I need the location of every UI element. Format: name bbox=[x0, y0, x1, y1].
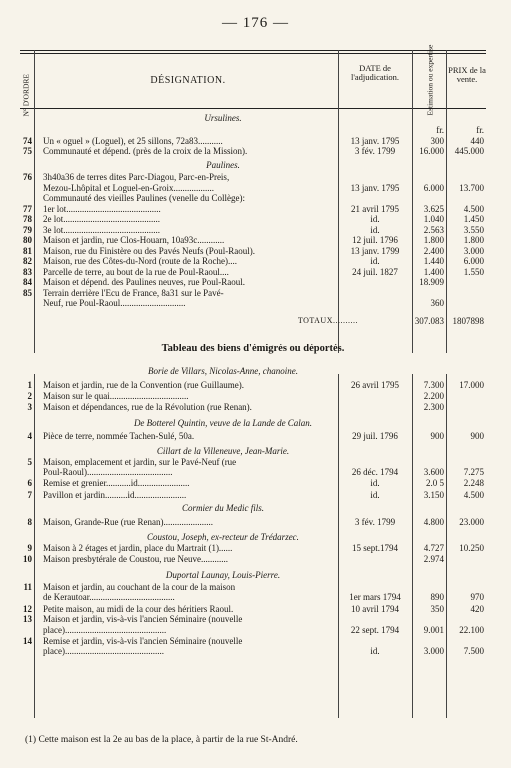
row-heading-text: Tableau des biens d'émigrés ou déportés. bbox=[161, 344, 345, 354]
section-heading bbox=[20, 113, 486, 123]
row-designation: Maison, emplacement et jardin, sur le Pavé-Neuf (rue bbox=[43, 457, 237, 467]
table-row bbox=[20, 214, 486, 224]
row-price: 3.000 bbox=[463, 246, 484, 256]
row-number: 3 bbox=[27, 402, 32, 412]
header-prix: PRIX de la vente. bbox=[448, 65, 486, 84]
table-row bbox=[20, 136, 486, 146]
totals-row bbox=[20, 316, 486, 326]
table-row bbox=[20, 646, 486, 656]
row-price: 17.000 bbox=[459, 380, 484, 390]
table-row bbox=[20, 517, 486, 527]
row-price: 1.450 bbox=[463, 214, 484, 224]
table-row bbox=[20, 402, 486, 412]
table-row bbox=[20, 225, 486, 235]
row-date: id. bbox=[370, 256, 380, 266]
table-row bbox=[20, 380, 486, 390]
section-heading bbox=[20, 160, 486, 170]
row-estimation: fr. bbox=[436, 125, 444, 135]
row-date: 29 juil. 1796 bbox=[352, 431, 398, 441]
row-estimation: 2.974 bbox=[423, 554, 444, 564]
row-estimation: 3.625 bbox=[423, 204, 444, 214]
row-price: 1.550 bbox=[463, 267, 484, 277]
row-price: 7.500 bbox=[463, 646, 484, 656]
table-row bbox=[20, 204, 486, 214]
row-estimation: 2.400 bbox=[423, 246, 444, 256]
table-top-rule bbox=[20, 50, 486, 51]
row-date: id. bbox=[370, 225, 380, 235]
row-designation: Neuf, rue Poul-Raoul............................. bbox=[43, 298, 186, 308]
row-number: 80 bbox=[23, 235, 32, 245]
row-designation: Maison sur le quai................................... bbox=[43, 391, 189, 401]
row-designation: Poul-Raoul)...................................... bbox=[43, 467, 173, 477]
row-designation: 1er lot.......................................... bbox=[43, 204, 161, 214]
row-price: 7.275 bbox=[463, 467, 484, 477]
row-heading-text: Duportal Launay, Louis-Pierre. bbox=[165, 570, 281, 580]
row-heading-text: Cillart de la Villeneuve, Jean-Marie. bbox=[156, 446, 290, 456]
row-date: 3 fév. 1799 bbox=[354, 146, 396, 156]
row-number: 2 bbox=[27, 391, 32, 401]
row-designation: Maison et jardin, vis-à-vis l'ancien Séminaire (nouvelle bbox=[43, 614, 243, 624]
row-designation: Pièce de terre, nommée Tachen-Sulé, 50a. bbox=[43, 431, 195, 441]
table-row bbox=[20, 431, 486, 441]
header-designation: DÉSIGNATION. bbox=[150, 75, 226, 86]
row-number: 76 bbox=[23, 172, 32, 182]
table-top-rule-2 bbox=[20, 53, 486, 54]
row-estimation: 890 bbox=[430, 592, 444, 602]
row-designation: 3h40a36 de terres dites Parc-Diagou, Parc-en-Preis, bbox=[43, 172, 230, 182]
row-price: 445.000 bbox=[454, 146, 484, 156]
row-heading-text: Coustou, Joseph, ex-recteur de Trédarzec. bbox=[147, 532, 299, 542]
row-date: 24 juil. 1827 bbox=[352, 267, 398, 277]
table-row bbox=[20, 478, 486, 488]
table-row bbox=[20, 457, 486, 467]
section-heading bbox=[20, 366, 486, 376]
row-heading-text: Borie de Villars, Nicolas-Anne, chanoine. bbox=[147, 366, 299, 376]
row-estimation: 2.563 bbox=[423, 225, 444, 235]
row-designation: Communauté et dépend. (près de la croix de la Mission). bbox=[43, 146, 248, 156]
row-designation: Maison et dépend. des Paulines neuves, rue Poul-Raoul. bbox=[43, 277, 245, 287]
row-number: 10 bbox=[23, 554, 32, 564]
row-price: 420 bbox=[470, 604, 484, 614]
row-designation: Maison et jardin, au couchant de la cour de la maison bbox=[43, 582, 236, 592]
row-estimation: 4.800 bbox=[423, 517, 444, 527]
row-date: 12 juil. 1796 bbox=[352, 235, 398, 245]
row-designation: Maison presbytérale de Coustou, rue Neuve............ bbox=[43, 554, 228, 564]
table-row bbox=[20, 193, 486, 203]
row-designation: Maison et jardin, rue Clos-Houarn, 10a93c............ bbox=[43, 235, 225, 245]
table-row bbox=[20, 554, 486, 564]
row-price: 970 bbox=[470, 592, 484, 602]
row-price: 10.250 bbox=[459, 543, 484, 553]
row-price: fr. bbox=[476, 125, 484, 135]
table-row bbox=[20, 490, 486, 500]
row-estimation: 300 bbox=[430, 136, 444, 146]
table-row bbox=[20, 256, 486, 266]
row-price: 4.500 bbox=[463, 204, 484, 214]
section-heading bbox=[20, 503, 486, 513]
row-estimation: 3.600 bbox=[423, 467, 444, 477]
row-estimation: 2.0 5 bbox=[426, 478, 444, 488]
row-designation: Remise et grenier...........id....................... bbox=[43, 478, 190, 488]
row-number: 83 bbox=[23, 267, 32, 277]
section-heading bbox=[20, 418, 486, 428]
row-date: 13 janv. 1795 bbox=[350, 136, 400, 146]
table-row bbox=[20, 146, 486, 156]
row-number: 14 bbox=[23, 636, 32, 646]
row-estimation: 900 bbox=[430, 431, 444, 441]
row-price: 440 bbox=[470, 136, 484, 146]
row-price: 900 bbox=[470, 431, 484, 441]
row-price: 3.550 bbox=[463, 225, 484, 235]
row-date: 13 janv. 1795 bbox=[350, 183, 400, 193]
row-date: 15 sept.1794 bbox=[352, 543, 398, 553]
row-price: 1807898 bbox=[452, 316, 484, 326]
table-row bbox=[20, 183, 486, 193]
header-estimation: Estimation ou expertise bbox=[425, 44, 435, 116]
row-estimation: 1.400 bbox=[423, 267, 444, 277]
row-number: 9 bbox=[27, 543, 32, 553]
row-designation: Maison, Grande-Rue (rue Renan)...................... bbox=[43, 517, 213, 527]
row-estimation: 360 bbox=[430, 298, 444, 308]
row-designation: Maison, rue des Côtes-du-Nord (route de la Roche).... bbox=[43, 256, 237, 266]
row-number: 11 bbox=[23, 582, 32, 592]
row-number: 85 bbox=[23, 288, 32, 298]
row-estimation: 1.800 bbox=[423, 235, 444, 245]
table-row bbox=[20, 246, 486, 256]
table-row bbox=[20, 614, 486, 624]
table-row bbox=[20, 235, 486, 245]
table-row bbox=[20, 298, 486, 308]
row-price: 2.248 bbox=[463, 478, 484, 488]
row-number: 13 bbox=[23, 614, 32, 624]
header-date: DATE de l'adjudication. bbox=[350, 63, 400, 82]
row-number: 75 bbox=[23, 146, 32, 156]
row-heading-text: De Botterel Quintin, veuve de la Lande de Calan. bbox=[133, 418, 313, 428]
row-date: 21 avril 1795 bbox=[351, 204, 399, 214]
row-estimation: 2.300 bbox=[423, 402, 444, 412]
row-designation: Un « oguel » (Loguel), et 25 sillons, 72a83........... bbox=[43, 136, 223, 146]
row-number: 7 bbox=[27, 490, 32, 500]
row-price: 23.000 bbox=[459, 517, 484, 527]
header-bottom-rule bbox=[20, 108, 486, 109]
row-number: 12 bbox=[23, 604, 32, 614]
row-date: id. bbox=[370, 490, 380, 500]
table-title bbox=[20, 344, 486, 354]
table-row bbox=[20, 604, 486, 614]
row-estimation: 18.909 bbox=[419, 277, 444, 287]
row-number: 8 bbox=[27, 517, 32, 527]
row-designation: Maison à 2 étages et jardin, place du Martrait (1)...... bbox=[43, 543, 233, 553]
row-number: 6 bbox=[27, 478, 32, 488]
footnote: (1) Cette maison est la 2e au bas de la place, à partir de la rue St-André. bbox=[25, 735, 298, 745]
row-designation: 2e lot........................................... bbox=[43, 214, 160, 224]
row-designation: Maison, rue du Finistère ou des Pavés Neufs (Poul-Raoul). bbox=[43, 246, 255, 256]
row-designation: 3e lot........................................... bbox=[43, 225, 160, 235]
row-estimation: 3.000 bbox=[423, 646, 444, 656]
row-designation: place)............................................ bbox=[43, 646, 164, 656]
row-number: 79 bbox=[23, 225, 32, 235]
row-estimation: 1.040 bbox=[423, 214, 444, 224]
row-number: 74 bbox=[23, 136, 32, 146]
row-designation: Terrain derrière l'Ecu de France, 8a31 sur le Pavé- bbox=[43, 288, 224, 298]
row-designation: Parcelle de terre, au bout de la rue de Poul-Raoul.... bbox=[43, 267, 229, 277]
row-heading-text: Ursulines. bbox=[204, 113, 242, 123]
page-number: — 176 — bbox=[222, 15, 289, 31]
row-estimation: 16.000 bbox=[419, 146, 444, 156]
row-estimation: 350 bbox=[430, 604, 444, 614]
row-designation: TOTAUX.......... bbox=[297, 316, 358, 325]
row-designation: de Kerautoar...................................... bbox=[43, 592, 175, 602]
table-row bbox=[20, 467, 486, 477]
row-date: 26 déc. 1794 bbox=[351, 467, 399, 477]
row-designation: Maison et jardin, rue de la Convention (rue Guillaume). bbox=[43, 380, 244, 390]
row-estimation: 3.150 bbox=[423, 490, 444, 500]
section-heading bbox=[20, 532, 486, 542]
row-estimation: 307.083 bbox=[414, 316, 444, 326]
row-price: 1.800 bbox=[463, 235, 484, 245]
row-price: 6.000 bbox=[463, 256, 484, 266]
row-number: 82 bbox=[23, 256, 32, 266]
row-number: 4 bbox=[27, 431, 32, 441]
row-designation: place)............................................. bbox=[43, 625, 167, 635]
row-price: 13.700 bbox=[459, 183, 484, 193]
row-estimation: 1.440 bbox=[423, 256, 444, 266]
row-date: 10 avril 1794 bbox=[351, 604, 399, 614]
row-date: 22 sept. 1794 bbox=[350, 625, 400, 635]
row-designation: Petite maison, au midi de la cour des héritiers Raoul. bbox=[43, 604, 234, 614]
table-row bbox=[20, 582, 486, 592]
row-date: 26 avril 1795 bbox=[351, 380, 399, 390]
row-date: id. bbox=[370, 478, 380, 488]
row-estimation: 4.727 bbox=[423, 543, 444, 553]
row-number: 84 bbox=[23, 277, 32, 287]
row-estimation: 9.001 bbox=[423, 625, 444, 635]
row-designation: Maison et dépendances, rue de la Révolution (rue Renan). bbox=[43, 402, 252, 412]
row-price: 4.500 bbox=[463, 490, 484, 500]
row-number: 77 bbox=[23, 204, 32, 214]
table-row bbox=[20, 592, 486, 602]
table-row bbox=[20, 267, 486, 277]
table-row bbox=[20, 543, 486, 553]
table-row bbox=[20, 625, 486, 635]
row-estimation: 6.000 bbox=[423, 183, 444, 193]
row-date: id. bbox=[370, 214, 380, 224]
row-number: 1 bbox=[27, 380, 32, 390]
row-estimation: 2.200 bbox=[423, 391, 444, 401]
section-heading bbox=[20, 570, 486, 580]
table-row bbox=[20, 172, 486, 182]
header-num: N° D'ORDRE bbox=[21, 74, 31, 117]
row-date: 1er mars 1794 bbox=[349, 592, 401, 602]
row-designation: Mezou-Lhôpital et Loguel-en-Groix.................. bbox=[43, 183, 214, 193]
row-date: 13 janv. 1799 bbox=[350, 246, 400, 256]
table-row bbox=[20, 391, 486, 401]
row-designation: Remise et jardin, vis-à-vis l'ancien Séminaire (nouvelle bbox=[43, 636, 243, 646]
row-designation: Pavillon et jardin..........id....................... bbox=[43, 490, 187, 500]
table-row bbox=[20, 636, 486, 646]
row-number: 81 bbox=[23, 246, 32, 256]
table-row bbox=[20, 125, 486, 135]
row-heading-text: Paulines. bbox=[206, 160, 240, 170]
row-designation: Communauté des vieilles Paulines (venelle du Collège): bbox=[43, 193, 245, 203]
table-row bbox=[20, 288, 486, 298]
row-number: 78 bbox=[23, 214, 32, 224]
row-date: 3 fév. 1799 bbox=[354, 517, 396, 527]
section-heading bbox=[20, 446, 486, 456]
row-price: 22.100 bbox=[459, 625, 484, 635]
row-heading-text: Cormier du Medic fils. bbox=[182, 503, 264, 513]
row-estimation: 7.300 bbox=[423, 380, 444, 390]
table-row bbox=[20, 277, 486, 287]
row-date: id. bbox=[370, 646, 380, 656]
row-number: 5 bbox=[27, 457, 32, 467]
